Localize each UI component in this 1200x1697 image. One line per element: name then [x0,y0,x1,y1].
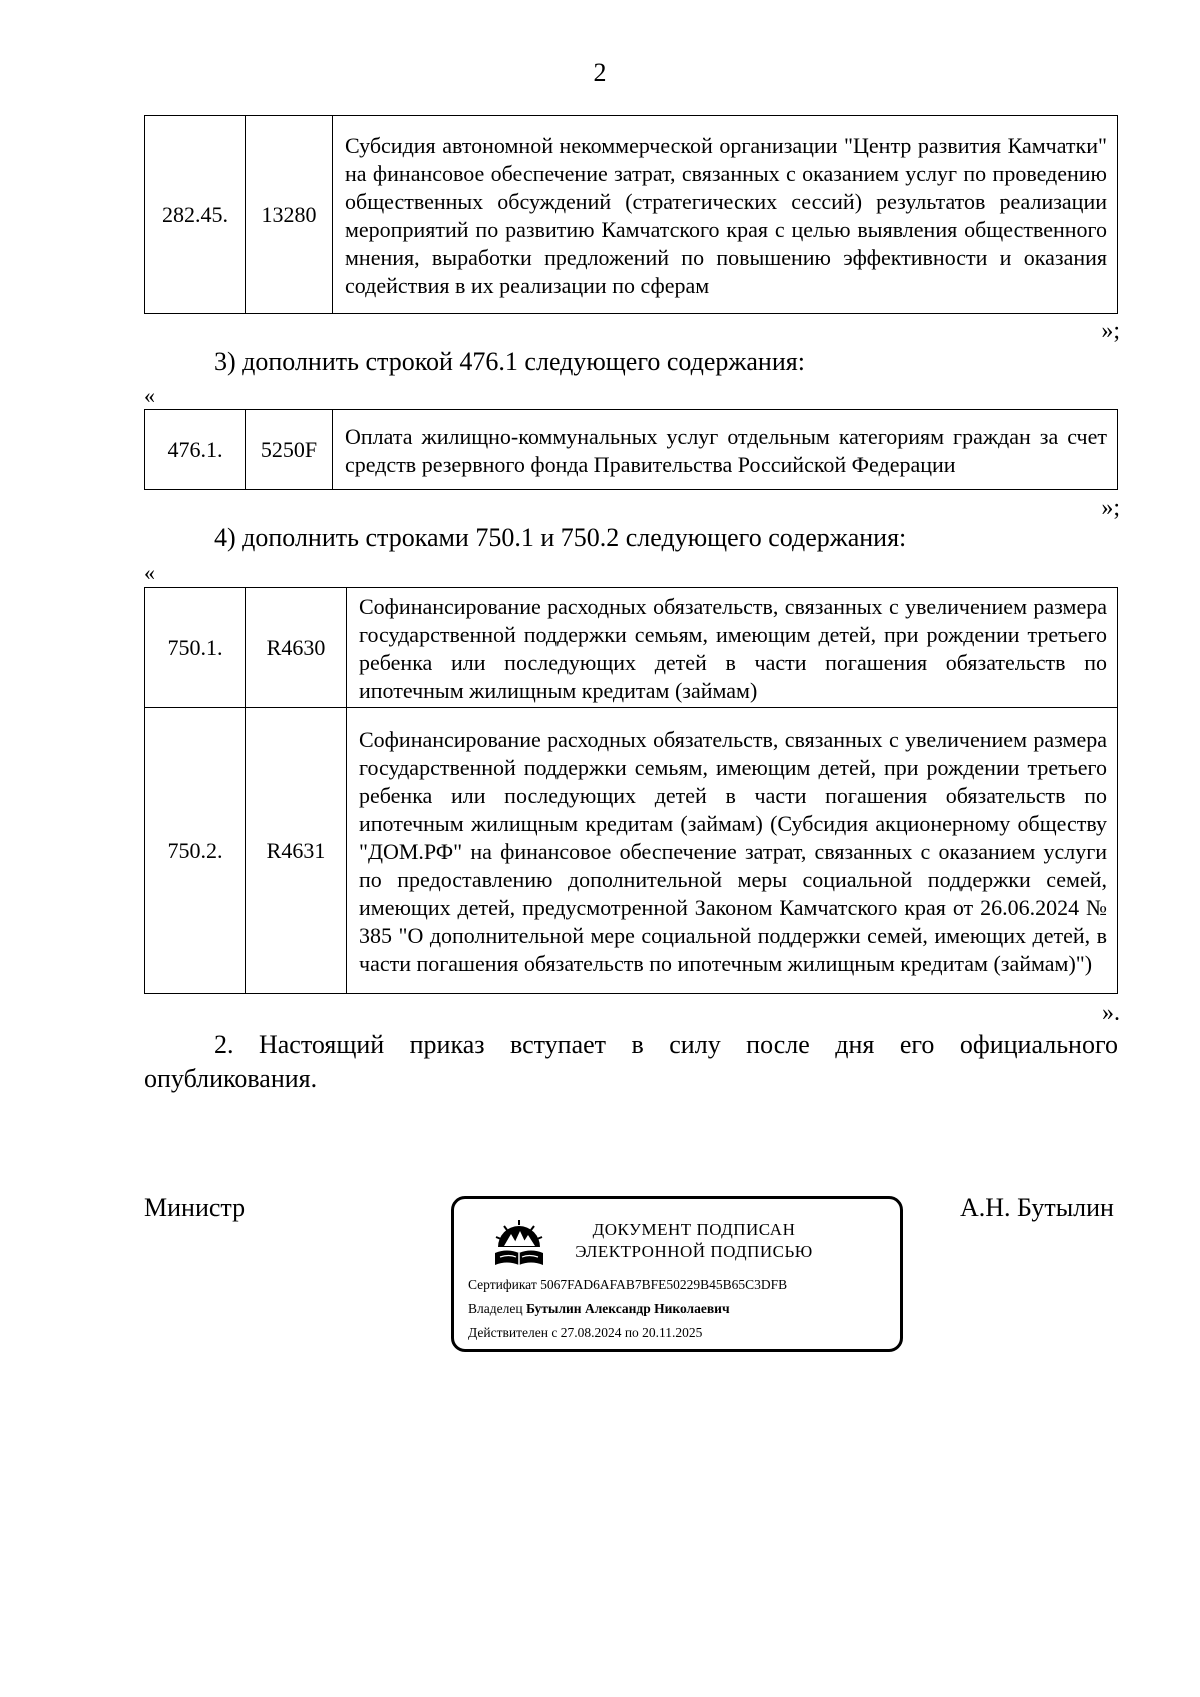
table-row [145,708,1118,994]
row-description: Оплата жилищно-коммунальных услуг отдельным категориям граждан за счет средств резервного фонда Правительства Российской Федерации [333,410,1118,490]
table-row [145,588,1118,708]
paragraph-2: 2. Настоящий приказ вступает в силу после дня его официального опубликования. [144,1030,1118,1093]
item-3-text: 3) дополнить строкой 476.1 следующего содержания: [214,347,805,376]
certificate-label: Сертификат [468,1277,537,1292]
table-row [145,410,1118,490]
validity-from-label: с [551,1325,558,1340]
row-code: R4631 [246,708,347,994]
item-4-text: 4) дополнить строками 750.1 и 750.2 следующего содержания: [214,523,907,552]
row-number: 282.45. [145,116,246,314]
row-code: 5250F [246,410,333,490]
owner-value: Бутылин Александр Николаевич [525,1301,730,1316]
closing-quote: »; [1101,495,1120,521]
opening-quote: « [144,560,155,585]
stamp-owner [468,1301,730,1317]
page-number: 2 [593,58,607,87]
table-row-476-1 [144,409,1118,490]
row-description: Субсидия автономной некоммерческой организации "Центр развития Камчатки" на финансовое обеспечение затрат, связанных с оказанием услуг по проведению общественных обсуждений (стратегических сессий) результатов реализации мероприятий по развитию Камчатского края с целью выявления общественного мнения, выработки предложений по повышению эффективности и оказания содействия в их реализации по сферам [333,116,1118,314]
signature-position: Министр [144,1193,246,1222]
validity-from: 27.08.2024 [560,1325,622,1340]
electronic-signature-stamp [451,1196,903,1352]
row-code: 13280 [246,116,333,314]
row-number: 750.1. [145,588,246,708]
table-rows-750 [144,587,1118,994]
owner-label: Владелец [468,1301,523,1316]
stamp-title [554,1219,834,1263]
table-row [145,116,1118,314]
closing-quote: ». [1102,1000,1120,1026]
row-description: Софинансирование расходных обязательств, связанных с увеличением размера государственной поддержки семьям, имеющим детей, при рождении третьего ребенка или последующих детей в части погашения обязательств по ипотечным жилищным кредитам (займам) (Субсидия акционерному обществу "ДОМ.РФ" на финансовое обеспечение затрат, связанных с оказанием услуги по предоставлению дополнительной меры социальной поддержки семей, имеющих детей, предусмотренной Законом Камчатского края от 26.06.2024 № 385 "О дополнительной мере социальной поддержки семей, имеющих детей, в части погашения обязательств по ипотечным жилищным кредитам (займам)") [347,708,1118,994]
signature-name: А.Н. Бутылин [960,1193,1114,1222]
opening-quote: « [144,383,155,408]
closing-quote: »; [1101,318,1120,344]
certificate-value: 5067FAD6AFAB7BFE50229B45B65C3DFB [540,1277,788,1292]
kamchatka-emblem-icon [492,1217,546,1273]
row-code: R4630 [246,588,347,708]
validity-to: 20.11.2025 [642,1325,703,1340]
row-number: 476.1. [145,410,246,490]
row-number: 750.2. [145,708,246,994]
stamp-validity [468,1325,702,1341]
stamp-title-line-1: ДОКУМЕНТ ПОДПИСАН [592,1220,796,1239]
validity-label: Действителен [468,1325,548,1340]
stamp-title-line-2: ЭЛЕКТРОННОЙ ПОДПИСЬЮ [575,1242,813,1261]
validity-to-label: по [624,1325,639,1340]
table-row-282-45 [144,115,1118,314]
stamp-certificate [468,1277,787,1293]
row-description: Софинансирование расходных обязательств, связанных с увеличением размера государственной поддержки семьям, имеющим детей, при рождении третьего ребенка или последующих детей в части погашения обязательств по ипотечным жилищным кредитам (займам) [347,588,1118,708]
